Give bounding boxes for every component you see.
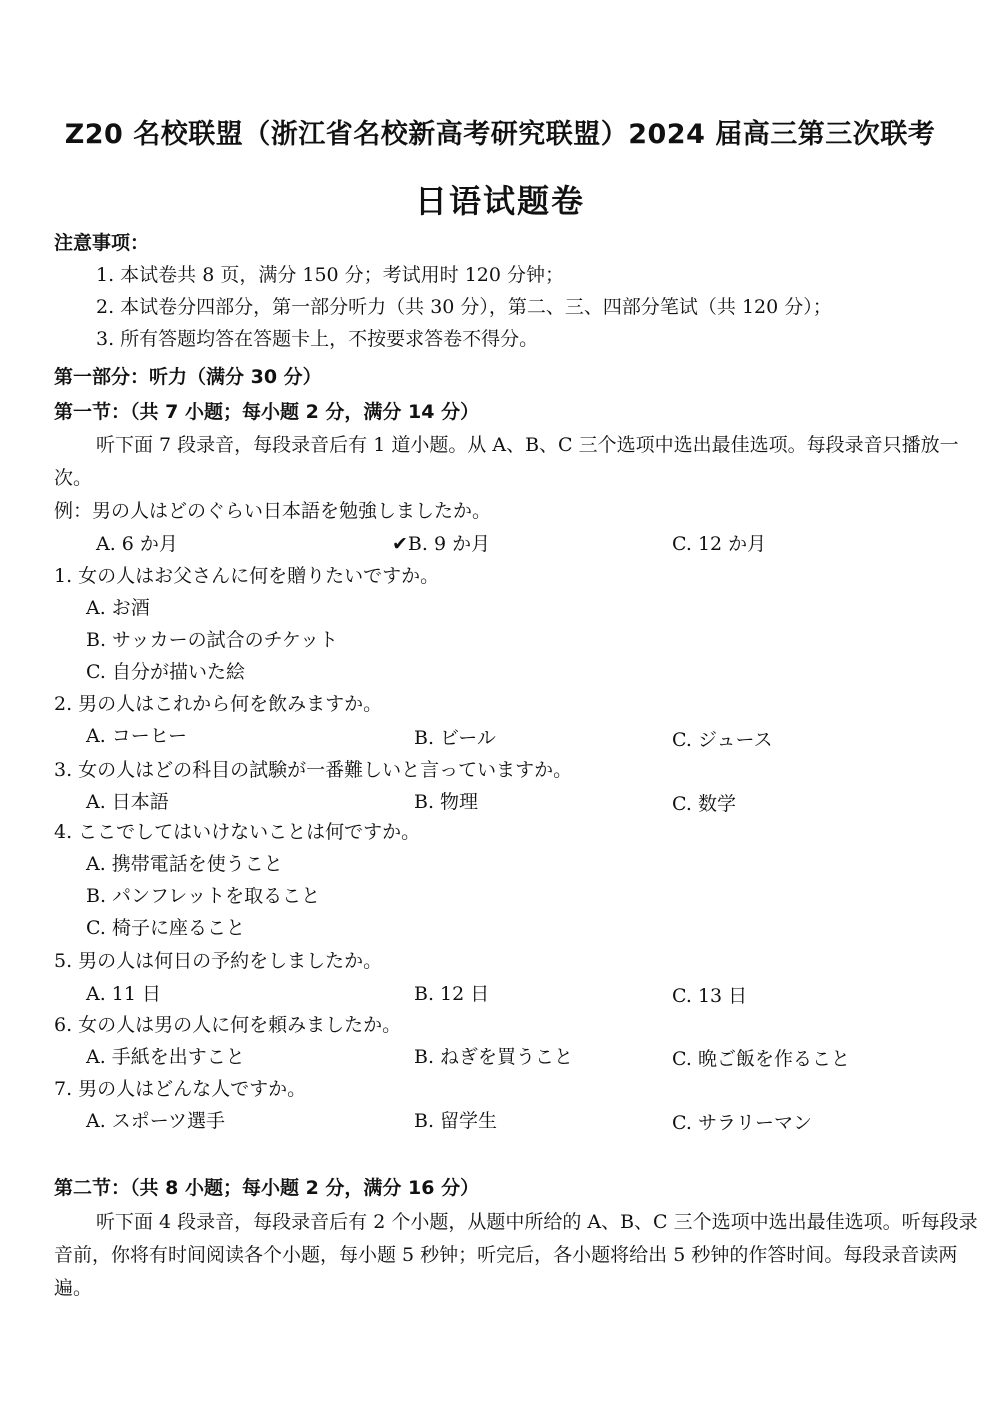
option-c: C. サラリーマン — [672, 1112, 812, 1134]
question: 1. 女の人はお父さんに何を贈りたいですか。 — [54, 565, 440, 587]
question: 3. 女の人はどの科目の試験が一番難しいと言っていますか。 — [54, 759, 573, 781]
option-c: C. 13 日 — [672, 985, 748, 1007]
option-a: A. コーヒー — [86, 725, 188, 747]
question: 6. 女の人は男の人に何を頼みましたか。 — [54, 1014, 402, 1036]
check-mark-icon: ✔ — [392, 533, 408, 555]
question: 7. 男の人はどんな人ですか。 — [54, 1078, 307, 1100]
example-option-c: C. 12 か月 — [672, 533, 767, 555]
example-option-b-wrap — [392, 531, 490, 557]
option-c: C. 数学 — [672, 793, 736, 815]
question: 2. 男の人はこれから何を飲みますか。 — [54, 693, 383, 715]
example-option-a: A. 6 か月 — [96, 533, 178, 555]
option-b: B. ねぎを買うこと — [414, 1046, 574, 1068]
example-question: 例：男の人はどのぐらい日本語を勉強しましたか。 — [54, 500, 492, 522]
option-b: B. 12 日 — [414, 983, 490, 1005]
option-a: A. 11 日 — [86, 983, 162, 1005]
section2-heading: 第二节：（共 8 小题；每小题 2 分，满分 16 分） — [54, 1177, 480, 1199]
question: 5. 男の人は何日の予約をしましたか。 — [54, 950, 383, 972]
section1-heading: 第一节：（共 7 小题；每小题 2 分，满分 14 分） — [54, 401, 480, 423]
option-a: A. 携帯電話を使うこと — [86, 853, 283, 875]
note-item: 2. 本试卷分四部分，第一部分听力（共 30 分），第二、三、四部分笔试（共 120 分）； — [96, 296, 832, 318]
option-b: B. サッカーの試合のチケット — [86, 629, 338, 651]
option-a: A. お酒 — [86, 597, 150, 619]
option-a: A. 手紙を出すこと — [86, 1046, 245, 1068]
option-c: C. ジュース — [672, 729, 773, 751]
exam-subtitle: 日语试题卷 — [414, 182, 585, 220]
option-b: B. ビール — [414, 727, 496, 749]
notes-heading: 注意事项： — [54, 232, 150, 254]
option-a: A. 日本語 — [86, 791, 169, 813]
option-a: A. スポーツ選手 — [86, 1110, 226, 1132]
example-option-b: B. 9 か月 — [407, 533, 491, 555]
note-item: 1. 本试卷共 8 页，满分 150 分；考试用时 120 分钟； — [96, 264, 565, 286]
option-c: C. 椅子に座ること — [86, 917, 245, 939]
option-b: B. 物理 — [414, 791, 479, 813]
option-c: C. 自分が描いた絵 — [86, 661, 245, 683]
section2-instructions: 听下面 4 段录音，每段录音后有 2 个小题，从题中所给的 A、B、C 三个选项中选出最佳选项。听每段录音前，你将有时间阅读各个小题，每小题 5 秒钟；听完后，各小题将给出 5 秒钟的作答时间。每段录音读两遍。 — [54, 1211, 978, 1299]
exam-title: Z20 名校联盟（浙江省名校新高考研究联盟）2024 届高三第三次联考 — [64, 119, 936, 150]
option-c: C. 晩ご飯を作ること — [672, 1048, 850, 1070]
option-b: B. パンフレットを取ること — [86, 885, 321, 907]
option-b: B. 留学生 — [414, 1110, 498, 1132]
section1-instructions: 听下面 7 段录音，每段录音后有 1 道小题。从 A、B、C 三个选项中选出最佳选项。每段录音只播放一次。 — [54, 434, 959, 489]
part1-heading: 第一部分：听力（满分 30 分） — [54, 366, 322, 388]
question: 4. ここでしてはいけないことは何ですか。 — [54, 821, 421, 843]
note-item: 3. 所有答题均答在答题卡上，不按要求答卷不得分。 — [96, 328, 539, 350]
